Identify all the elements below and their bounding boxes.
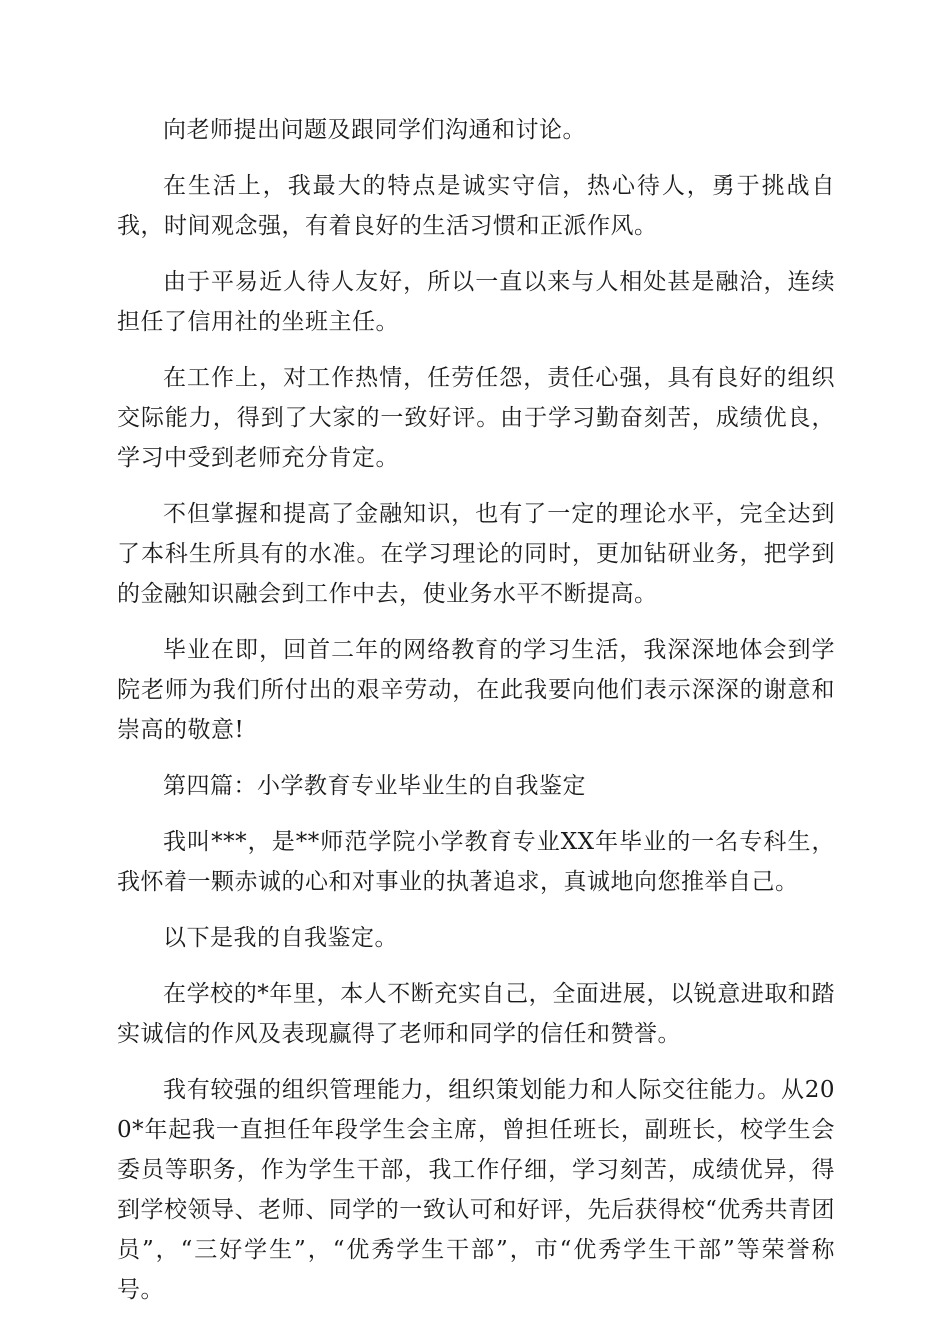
paragraph-5: 不但掌握和提高了金融知识，也有了一定的理论水平，完全达到了本科生所具有的水准。在学习理论的同时，更加钻研业务，把学到的金融知识融会到工作中去，使业务水平不断提高。 [117,501,835,607]
section-heading: 第四篇：小学教育专业毕业生的自我鉴定 [163,773,586,799]
paragraph-1: 向老师提出问题及跟同学们沟通和讨论。 [163,117,586,143]
paragraph-4: 在工作上，对工作热情，任劳任怨，责任心强，具有良好的组织交际能力，得到了大家的一致好评。由于学习勤奋刻苦，成绩优良，学习中受到老师充分肯定。 [117,365,835,471]
paragraph-7: 我叫***，是**师范学院小学教育专业XX年毕业的一名专科生，我怀着一颗赤诚的心和对事业的执著追求，真诚地向您推举自己。 [117,829,835,895]
paragraph-2: 在生活上，我最大的特点是诚实守信，热心待人，勇于挑战自我，时间观念强，有着良好的生活习惯和正派作风。 [117,173,835,239]
paragraph-8: 以下是我的自我鉴定。 [163,925,398,951]
paragraph-3: 由于平易近人待人友好，所以一直以来与人相处甚是融洽，连续担任了信用社的坐班主任。 [117,269,835,335]
document-body [117,110,835,1326]
paragraph-6: 毕业在即，回首二年的网络教育的学习生活，我深深地体会到学院老师为我们所付出的艰辛劳动，在此我要向他们表示深深的谢意和崇高的敬意! [117,637,835,743]
paragraph-9: 在学校的*年里，本人不断充实自己，全面进展，以锐意进取和踏实诚信的作风及表现赢得了老师和同学的信任和赞誉。 [117,981,835,1047]
paragraph-10: 我有较强的组织管理能力，组织策划能力和人际交往能力。从200*年起我一直担任年段学生会主席，曾担任班长，副班长，校学生会委员等职务，作为学生干部，我工作仔细，学习刻苦，成绩优异，得到学校领导、老师、同学的一致认可和好评，先后获得校“优秀共青团员”，“三好学生”，“优秀学生干部”，市“优秀学生干部”等荣誉称号。 [117,1077,835,1303]
